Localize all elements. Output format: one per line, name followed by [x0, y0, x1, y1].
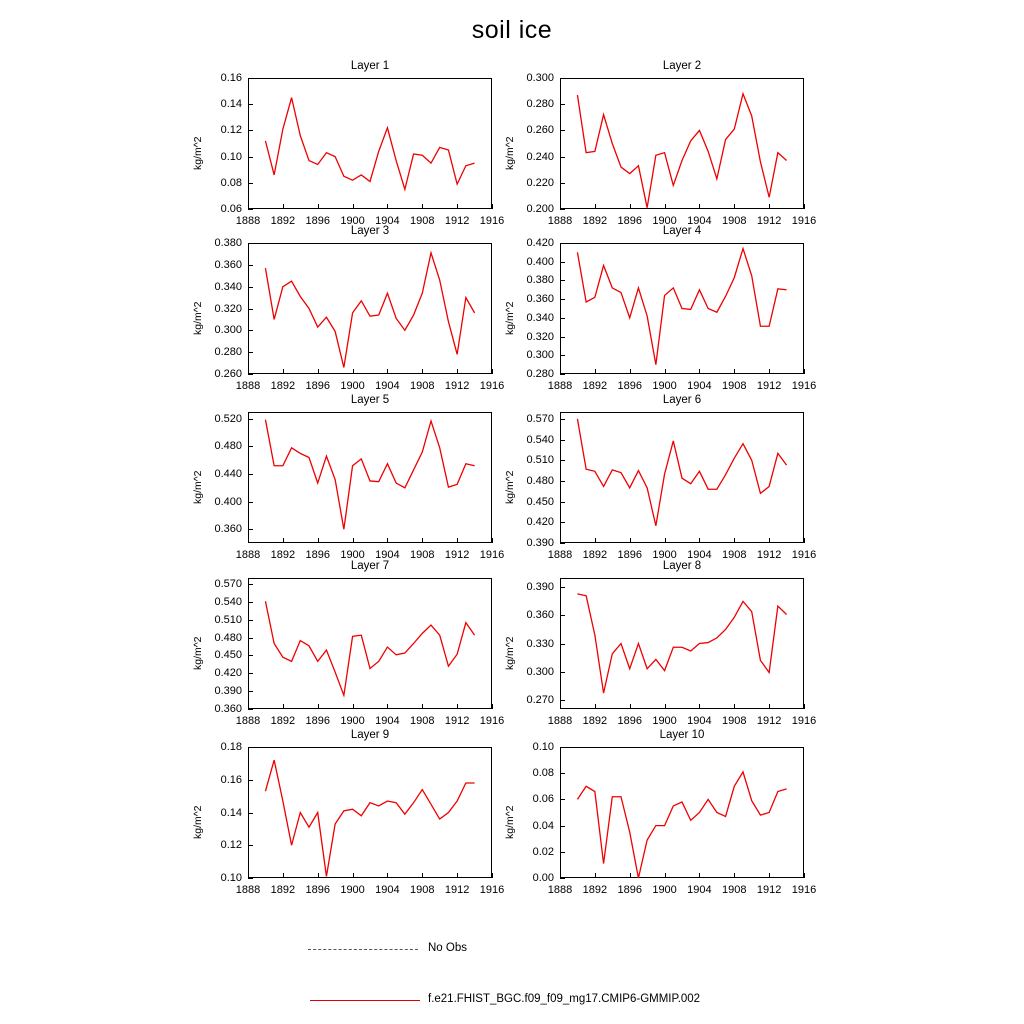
y-tick-label: 0.200: [526, 203, 554, 215]
x-tick-label: 1916: [791, 715, 817, 727]
panel-title: Layer 9: [350, 729, 390, 741]
series-line: [248, 578, 492, 709]
y-tick-mark: [560, 209, 565, 210]
x-tick-label: 1904: [375, 380, 400, 392]
x-tick-label: 1908: [722, 715, 747, 727]
x-tick-label: 1888: [235, 380, 261, 392]
y-axis-label: kg/m^2: [504, 135, 516, 170]
panel-title: Layer 3: [350, 225, 390, 237]
panel-title: Layer 1: [350, 60, 390, 72]
x-tick-label: 1912: [756, 715, 782, 727]
x-tick-mark: [492, 704, 493, 709]
y-tick-label: 0.520: [214, 412, 242, 425]
chart-panel: [504, 60, 817, 227]
y-tick-label: 0.450: [526, 495, 554, 508]
y-tick-label: 0.16: [220, 72, 242, 84]
chart-panel: [192, 729, 505, 896]
chart-panel: [192, 225, 505, 392]
y-tick-label: 0.260: [526, 124, 554, 137]
x-tick-label: 1896: [305, 884, 330, 896]
x-tick-label: 1888: [547, 884, 573, 896]
x-tick-label: 1916: [791, 549, 817, 561]
y-tick-label: 0.02: [532, 845, 554, 858]
x-tick-label: 1892: [270, 715, 296, 727]
y-axis-label: kg/m^2: [192, 469, 204, 504]
panel-title: Layer 2: [662, 60, 702, 72]
y-tick-label: 0.12: [220, 839, 242, 852]
y-axis-label: kg/m^2: [504, 635, 516, 670]
y-axis-label: kg/m^2: [504, 300, 516, 335]
y-tick-label: 0.240: [526, 150, 554, 163]
series-line: [560, 243, 804, 374]
y-tick-label: 0.360: [526, 293, 554, 306]
y-tick-label: 0.06: [220, 203, 242, 215]
x-tick-label: 1908: [410, 715, 435, 727]
y-axis-label: kg/m^2: [192, 135, 204, 170]
y-tick-label: 0.540: [214, 595, 242, 608]
y-tick-label: 0.360: [526, 609, 554, 622]
panel-title: Layer 6: [662, 394, 702, 406]
x-tick-label: 1892: [270, 549, 296, 561]
x-tick-mark: [804, 704, 805, 709]
y-tick-label: 0.10: [532, 741, 554, 753]
x-tick-label: 1896: [305, 215, 330, 227]
y-tick-label: 0.300: [214, 324, 242, 337]
x-tick-label: 1900: [652, 715, 677, 727]
y-axis-label: kg/m^2: [504, 469, 516, 504]
x-tick-label: 1888: [547, 380, 573, 392]
x-tick-label: 1912: [444, 215, 470, 227]
y-tick-mark: [248, 878, 253, 879]
x-tick-label: 1888: [547, 215, 573, 227]
y-tick-label: 0.400: [214, 495, 242, 508]
chart-panel: [504, 225, 817, 392]
x-tick-label: 1900: [340, 215, 365, 227]
y-tick-label: 0.360: [214, 703, 242, 715]
y-tick-mark: [248, 209, 253, 210]
x-tick-label: 1896: [617, 715, 642, 727]
x-tick-mark: [804, 873, 805, 878]
x-tick-label: 1892: [582, 380, 608, 392]
y-axis-label: kg/m^2: [504, 804, 516, 839]
x-tick-label: 1904: [375, 715, 400, 727]
y-tick-mark: [560, 543, 565, 544]
x-tick-label: 1892: [582, 215, 608, 227]
x-tick-label: 1912: [756, 884, 782, 896]
y-tick-label: 0.220: [526, 176, 554, 189]
series-legend-label: f.e21.FHIST_BGC.f09_f09_mg17.CMIP6-GMMIP.002: [428, 993, 701, 1005]
y-tick-label: 0.10: [220, 150, 242, 163]
series-line: [248, 412, 492, 543]
chart-panel: [192, 60, 505, 227]
x-tick-label: 1916: [479, 884, 505, 896]
x-tick-label: 1892: [270, 884, 296, 896]
y-tick-label: 0.570: [214, 577, 242, 590]
x-tick-label: 1904: [375, 549, 400, 561]
x-tick-label: 1904: [375, 884, 400, 896]
x-tick-label: 1904: [687, 549, 712, 561]
y-tick-label: 0.260: [214, 368, 242, 380]
x-tick-mark: [804, 204, 805, 209]
x-tick-label: 1916: [791, 380, 817, 392]
series-line: [248, 243, 492, 374]
x-tick-mark: [492, 538, 493, 543]
no-obs-legend-label: No Obs: [428, 942, 467, 954]
x-tick-label: 1892: [582, 715, 608, 727]
x-tick-label: 1908: [410, 549, 435, 561]
y-tick-label: 0.08: [220, 176, 242, 189]
x-tick-label: 1900: [652, 884, 677, 896]
x-tick-label: 1888: [235, 715, 261, 727]
y-tick-label: 0.450: [214, 649, 242, 662]
x-tick-label: 1888: [235, 549, 261, 561]
x-tick-label: 1896: [617, 549, 642, 561]
panel-title: Layer 7: [350, 560, 390, 572]
y-tick-label: 0.540: [526, 433, 554, 446]
series-line: [560, 412, 804, 543]
x-tick-label: 1888: [235, 884, 261, 896]
page-title: soil ice: [471, 16, 553, 44]
x-tick-label: 1908: [722, 549, 747, 561]
y-tick-label: 0.390: [214, 685, 242, 698]
y-tick-mark: [248, 374, 253, 375]
chart-panel: [192, 560, 505, 727]
x-tick-label: 1904: [687, 715, 712, 727]
panel-title: Layer 8: [662, 560, 702, 572]
x-tick-label: 1900: [340, 549, 365, 561]
y-axis-label: kg/m^2: [192, 804, 204, 839]
x-tick-label: 1916: [479, 380, 505, 392]
x-tick-label: 1888: [547, 549, 573, 561]
x-tick-label: 1896: [617, 380, 642, 392]
x-tick-label: 1912: [756, 380, 782, 392]
y-tick-mark: [560, 374, 565, 375]
y-tick-mark: [248, 709, 253, 710]
y-tick-label: 0.18: [220, 741, 242, 753]
x-tick-label: 1908: [722, 215, 747, 227]
y-tick-label: 0.270: [526, 693, 554, 706]
x-tick-label: 1916: [791, 884, 817, 896]
series-line: [560, 578, 804, 709]
x-tick-label: 1912: [756, 549, 782, 561]
y-tick-label: 0.480: [214, 631, 242, 644]
x-tick-mark: [804, 369, 805, 374]
x-tick-label: 1916: [479, 549, 505, 561]
y-tick-label: 0.04: [532, 819, 554, 832]
series-line: [560, 78, 804, 209]
y-tick-label: 0.14: [220, 806, 242, 819]
no-obs-legend-line: [308, 949, 418, 950]
x-tick-label: 1892: [582, 884, 608, 896]
y-axis-label: kg/m^2: [192, 635, 204, 670]
x-tick-label: 1916: [479, 215, 505, 227]
y-tick-label: 0.510: [526, 454, 554, 467]
x-tick-label: 1908: [722, 884, 747, 896]
x-tick-label: 1916: [791, 215, 817, 227]
x-tick-label: 1900: [340, 884, 365, 896]
x-tick-label: 1900: [652, 549, 677, 561]
x-tick-label: 1908: [410, 884, 435, 896]
y-tick-label: 0.300: [526, 665, 554, 678]
series-line: [248, 78, 492, 209]
x-tick-label: 1904: [687, 884, 712, 896]
y-tick-label: 0.340: [526, 311, 554, 324]
y-tick-label: 0.390: [526, 537, 554, 549]
x-tick-label: 1904: [375, 215, 400, 227]
x-tick-label: 1912: [756, 215, 782, 227]
x-tick-mark: [492, 873, 493, 878]
chart-panel: [192, 394, 505, 561]
y-tick-label: 0.280: [214, 346, 242, 359]
y-tick-label: 0.380: [214, 237, 242, 249]
y-tick-label: 0.280: [526, 98, 554, 111]
y-tick-label: 0.12: [220, 124, 242, 137]
y-tick-label: 0.390: [526, 581, 554, 594]
y-tick-mark: [560, 878, 565, 879]
x-tick-label: 1904: [687, 215, 712, 227]
x-tick-label: 1888: [235, 215, 261, 227]
y-tick-label: 0.08: [532, 767, 554, 780]
y-tick-label: 0.420: [214, 667, 242, 680]
y-tick-label: 0.360: [214, 523, 242, 536]
x-tick-label: 1908: [410, 215, 435, 227]
y-tick-label: 0.300: [526, 72, 554, 84]
series-line: [248, 747, 492, 878]
y-tick-label: 0.400: [526, 255, 554, 268]
panel-title: Layer 4: [662, 225, 702, 237]
x-tick-label: 1912: [444, 884, 470, 896]
chart-panel: [504, 394, 817, 561]
y-tick-label: 0.320: [214, 302, 242, 315]
y-tick-label: 0.320: [526, 330, 554, 343]
series-line: [560, 747, 804, 878]
y-tick-label: 0.16: [220, 773, 242, 786]
x-tick-label: 1908: [722, 380, 747, 392]
panel-title: Layer 10: [659, 729, 705, 741]
x-tick-label: 1904: [687, 380, 712, 392]
x-tick-mark: [492, 369, 493, 374]
y-tick-label: 0.420: [526, 237, 554, 249]
y-tick-label: 0.14: [220, 98, 242, 111]
y-tick-label: 0.480: [526, 474, 554, 487]
x-tick-label: 1896: [617, 884, 642, 896]
y-tick-label: 0.340: [214, 280, 242, 293]
x-tick-label: 1912: [444, 549, 470, 561]
y-tick-label: 0.300: [526, 349, 554, 362]
x-tick-label: 1896: [305, 380, 330, 392]
x-tick-label: 1908: [410, 380, 435, 392]
x-tick-label: 1900: [652, 215, 677, 227]
x-tick-label: 1888: [547, 715, 573, 727]
y-tick-label: 0.280: [526, 368, 554, 380]
y-axis-label: kg/m^2: [192, 300, 204, 335]
y-tick-label: 0.570: [526, 412, 554, 425]
panel-title: Layer 5: [350, 394, 390, 406]
x-tick-label: 1896: [305, 715, 330, 727]
x-tick-label: 1892: [582, 549, 608, 561]
y-tick-label: 0.510: [214, 613, 242, 626]
x-tick-label: 1892: [270, 380, 296, 392]
y-tick-label: 0.00: [532, 872, 554, 884]
x-tick-label: 1896: [617, 215, 642, 227]
y-tick-label: 0.330: [526, 637, 554, 650]
x-tick-label: 1916: [479, 715, 505, 727]
x-tick-mark: [492, 204, 493, 209]
x-tick-label: 1896: [305, 549, 330, 561]
x-tick-label: 1912: [444, 380, 470, 392]
x-tick-label: 1900: [340, 380, 365, 392]
series-legend-line: [310, 1000, 420, 1001]
x-tick-label: 1892: [270, 215, 296, 227]
y-tick-label: 0.10: [220, 872, 242, 884]
y-tick-label: 0.06: [532, 793, 554, 806]
y-tick-label: 0.360: [214, 258, 242, 271]
y-tick-label: 0.440: [214, 468, 242, 481]
chart-panel: [504, 729, 817, 896]
y-tick-label: 0.480: [214, 440, 242, 453]
y-tick-label: 0.380: [526, 274, 554, 287]
x-tick-mark: [804, 538, 805, 543]
y-tick-label: 0.420: [526, 516, 554, 529]
x-tick-label: 1900: [340, 715, 365, 727]
x-tick-label: 1912: [444, 715, 470, 727]
chart-panel: [504, 560, 817, 727]
x-tick-label: 1900: [652, 380, 677, 392]
